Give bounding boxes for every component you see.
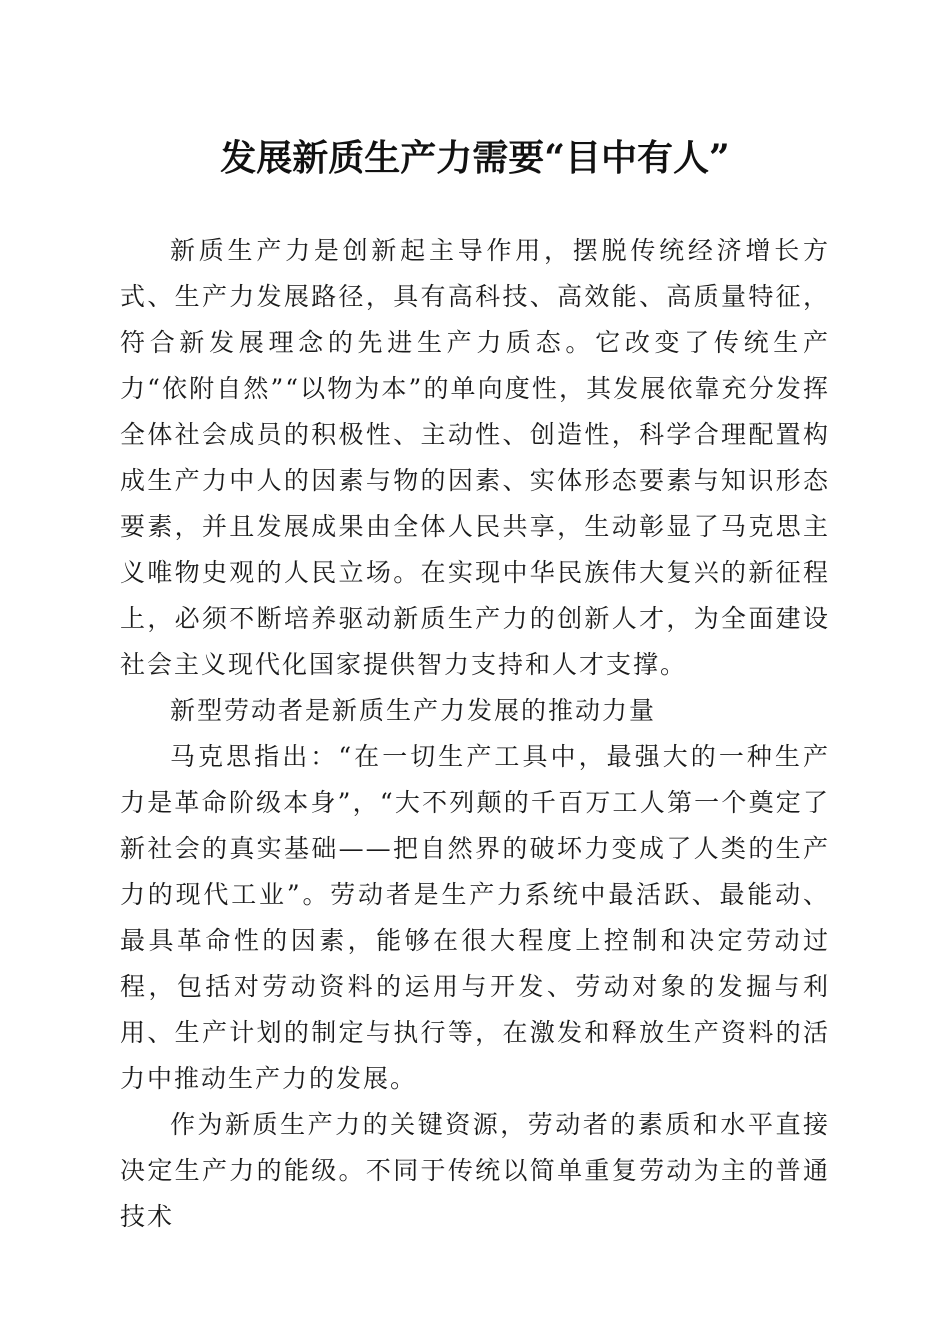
paragraph-intro: 新质生产力是创新起主导作用，摆脱传统经济增长方式、生产力发展路径，具有高科技、高效能、高质量特征，符合新发展理念的先进生产力质态。它改变了传统生产力“依附自然”“以物为本”的单向度性，其发展依靠充分发挥全体社会成员的积极性、主动性、创造性，科学合理配置构成生产力中人的因素与物的因素、实体形态要素与知识形态要素，并且发展成果由全体人民共享，生动彰显了马克思主义唯物史观的人民立场。在实现中华民族伟大复兴的新征程上，必须不断培养驱动新质生产力的创新人才，为全面建设社会主义现代化国家提供智力支持和人才支撑。: [120, 236, 830, 679]
document-body: [120, 228, 830, 1240]
paragraph-key-resource: 作为新质生产力的关键资源，劳动者的素质和水平直接决定生产力的能级。不同于传统以简单重复劳动为主的普通技术: [120, 1110, 830, 1231]
section-heading: 新型劳动者是新质生产力发展的推动力量: [170, 696, 657, 725]
paragraph-marx-quote: 马克思指出：“在一切生产工具中，最强大的一种生产力是革命阶级本身”，“大不列颠的千百万工人第一个奠定了新社会的真实基础——把自然界的破坏力变成了人类的生产力的现代工业”。劳动者是生产力系统中最活跃、最能动、最具革命性的因素，能够在很大程度上控制和决定劳动过程，包括对劳动资料的运用与开发、劳动对象的发掘与利用、生产计划的制定与执行等，在激发和释放生产资料的活力中推动生产力的发展。: [120, 742, 830, 1093]
document-title: 发展新质生产力需要“目中有人”: [220, 137, 730, 179]
